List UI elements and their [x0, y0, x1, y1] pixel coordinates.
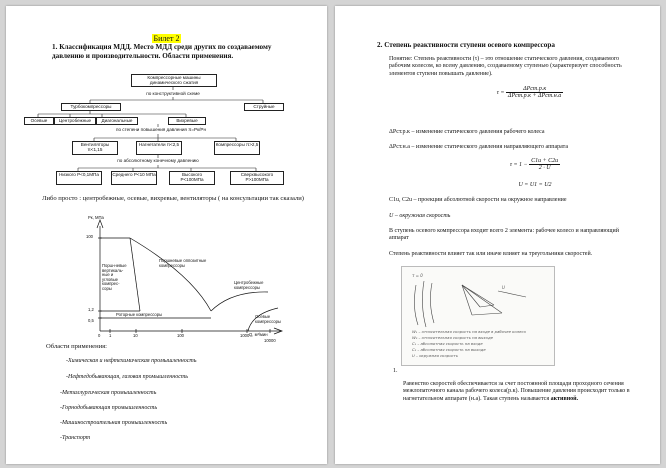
- graph-x-tick-10000: 10000: [264, 338, 276, 343]
- diagram-caption-scheme: по конструктивной схеме: [146, 91, 200, 96]
- photo-note-1: W₁ – относительная скорость на входе в рабочее колесо: [412, 329, 526, 334]
- diagram-compressors-box: Компрессоры π>2,5: [214, 141, 260, 155]
- formula-tau-denominator: ΔPст.р.к + ΔPст.н.а: [507, 93, 562, 99]
- diagram-centrifugal-box: Центробежные: [54, 117, 96, 125]
- formula-2-numerator: C1u + C2u: [531, 158, 559, 164]
- area-item-3: -Металлургическая промышленность: [60, 390, 157, 396]
- diagram-high-box: Высокого P<100МПа: [169, 171, 215, 185]
- region-centrifugal: Центробежные компрессоры: [234, 280, 264, 290]
- intro-text: Либо просто : центробежные, осевые, вихревые, вентиляторы ( на консультации так сказали): [42, 195, 304, 202]
- area-item-2: -Нефтедобывающая, газовая промышленность: [66, 374, 188, 380]
- photo-note-5: U – окружная скорость: [412, 353, 459, 358]
- diagram-caption-final: по абсолютному конечному давлению: [117, 158, 199, 163]
- diagram-low-box: Низкого P<0,1МПа: [56, 171, 102, 185]
- sketch-tau-label: τ = 0: [412, 273, 423, 278]
- question-2-heading: 2. Степень реактивности ступени осевого компрессора: [377, 41, 555, 49]
- area-item-1: -Химическая и нефтехимическая промышленность: [66, 358, 197, 364]
- graph-y-tick-1-2: 1,2: [88, 307, 94, 312]
- photo-note-3: C₁ – абсолютная скорость на входе: [412, 341, 483, 346]
- stage-elements-text: В ступень осевого компрессора входит всего 2 элемента: рабочее колесо и направляющий аппарат: [389, 228, 619, 242]
- formula-2-denominator: 2 · U: [538, 165, 551, 171]
- region-piston-small: Порш-невые вертикаль-ные и угловые компрес-соры: [102, 263, 127, 291]
- reactivity-definition: Понятие: Степень реактивности (τ) – это отношение статического давления, создаваемого рабочим колесом, ко всему давлению, создаваемому ступенью (характеризует способность элементов ступени повышать давление).: [389, 56, 622, 77]
- page-right: [335, 6, 660, 464]
- page-left: [6, 6, 327, 464]
- diagram-caption-ratio: по степени повышения давления π=Pк/Pн: [115, 127, 206, 132]
- active-stage-text: [403, 381, 641, 403]
- formula-tau-lhs: τ =: [496, 89, 505, 96]
- def-c-projections: C1u, C2u – проекции абсолютной скорости на окружное направление: [389, 197, 567, 203]
- photo-note-4: C₂ – абсолютная скорость на выходе: [412, 347, 486, 352]
- def-u: U – окружная скорость: [389, 213, 451, 219]
- graph-x-tick-1: 1: [109, 333, 112, 338]
- region-rotary: Роторные компрессоры: [116, 312, 163, 317]
- formula-2-lhs: τ = 1 −: [509, 161, 528, 168]
- diagram-diagonal-box: Диагональные: [96, 117, 138, 125]
- graph-lines: [6, 6, 327, 346]
- diagram-turbo-box: Турбокомпрессоры: [61, 103, 121, 111]
- question-1-heading: 1. Классификация МДД. Место МДД среди других по создаваемому давлению и производительности. Области применения.: [52, 43, 272, 60]
- region-axial: Осевые компрессоры: [255, 314, 281, 324]
- diagram-fans-box: Вентиляторы π<1,15: [72, 141, 118, 155]
- diagram-blowers-box: Нагнетатели π<2,5: [136, 141, 182, 155]
- active-stage-body: Равенство скоростей обеспечивается за счет постоянной площади проходного сечения межлопаточного канала рабочего колеса(р.к). Повышение давления происходит только в нагнетательном аппарате (н.а). Такая ступень называется: [403, 381, 630, 402]
- formula-tau: [475, 86, 585, 99]
- graph-x-tick-10: 10: [133, 333, 138, 338]
- def-delta-na: ΔPст.н.а – изменение статического давления направляющего аппарата: [389, 144, 569, 150]
- formula-u: U = U1 = U2: [518, 182, 552, 188]
- diagram-ultra-box: Сверхвысокого P>100МПа: [230, 171, 284, 185]
- handwritten-velocity-triangles-photo: [401, 266, 555, 366]
- diagram-medium-box: Среднего P<10 МПа: [111, 171, 157, 185]
- formula-tau-numerator: ΔPст.р.к: [506, 86, 563, 93]
- graph-x-label: Q, м³/мин: [249, 332, 268, 337]
- region-piston-opposed: Поршневые оппозитные компрессоры: [159, 258, 207, 268]
- graph-x-tick-100: 100: [177, 333, 184, 338]
- photo-note-2: W₂ – относительная скорость на выходе: [412, 335, 493, 340]
- active-stage-term: активной.: [550, 395, 579, 402]
- area-item-5: -Машиностроительная промышленность: [60, 420, 168, 426]
- ticket-label: Билет 2: [153, 34, 180, 43]
- graph-x-tick-0: 0: [98, 333, 101, 338]
- diagram-axial-box: Осевые: [24, 117, 54, 125]
- triangles-text: Степень реактивности влияет так или иначе влияет на треугольники скоростей.: [389, 251, 593, 257]
- list-marker: 1.: [393, 368, 398, 374]
- graph-y-label: Рк, МПа: [88, 215, 104, 220]
- graph-y-tick-0-5: 0,5: [88, 318, 94, 323]
- formula-tau-velocity: [485, 158, 585, 171]
- area-item-4: -Горнодобывающая промышленность: [60, 405, 158, 411]
- area-item-6: -Транспорт: [60, 435, 91, 441]
- diagram-vortex-box: Вихревые: [168, 117, 206, 125]
- diagram-jet-box: Струйные: [244, 103, 284, 111]
- sketch-u-label: U: [502, 285, 505, 290]
- areas-title: Области применения:: [46, 343, 107, 350]
- diagram-root-box: Компрессорные машины динамического сжатия: [131, 74, 217, 87]
- def-delta-rk: ΔPст.р.к – изменение статического давления рабочего колеса: [389, 129, 545, 135]
- graph-y-tick-100: 100: [86, 234, 93, 239]
- graph-x-tick-1000: 1000: [240, 333, 250, 338]
